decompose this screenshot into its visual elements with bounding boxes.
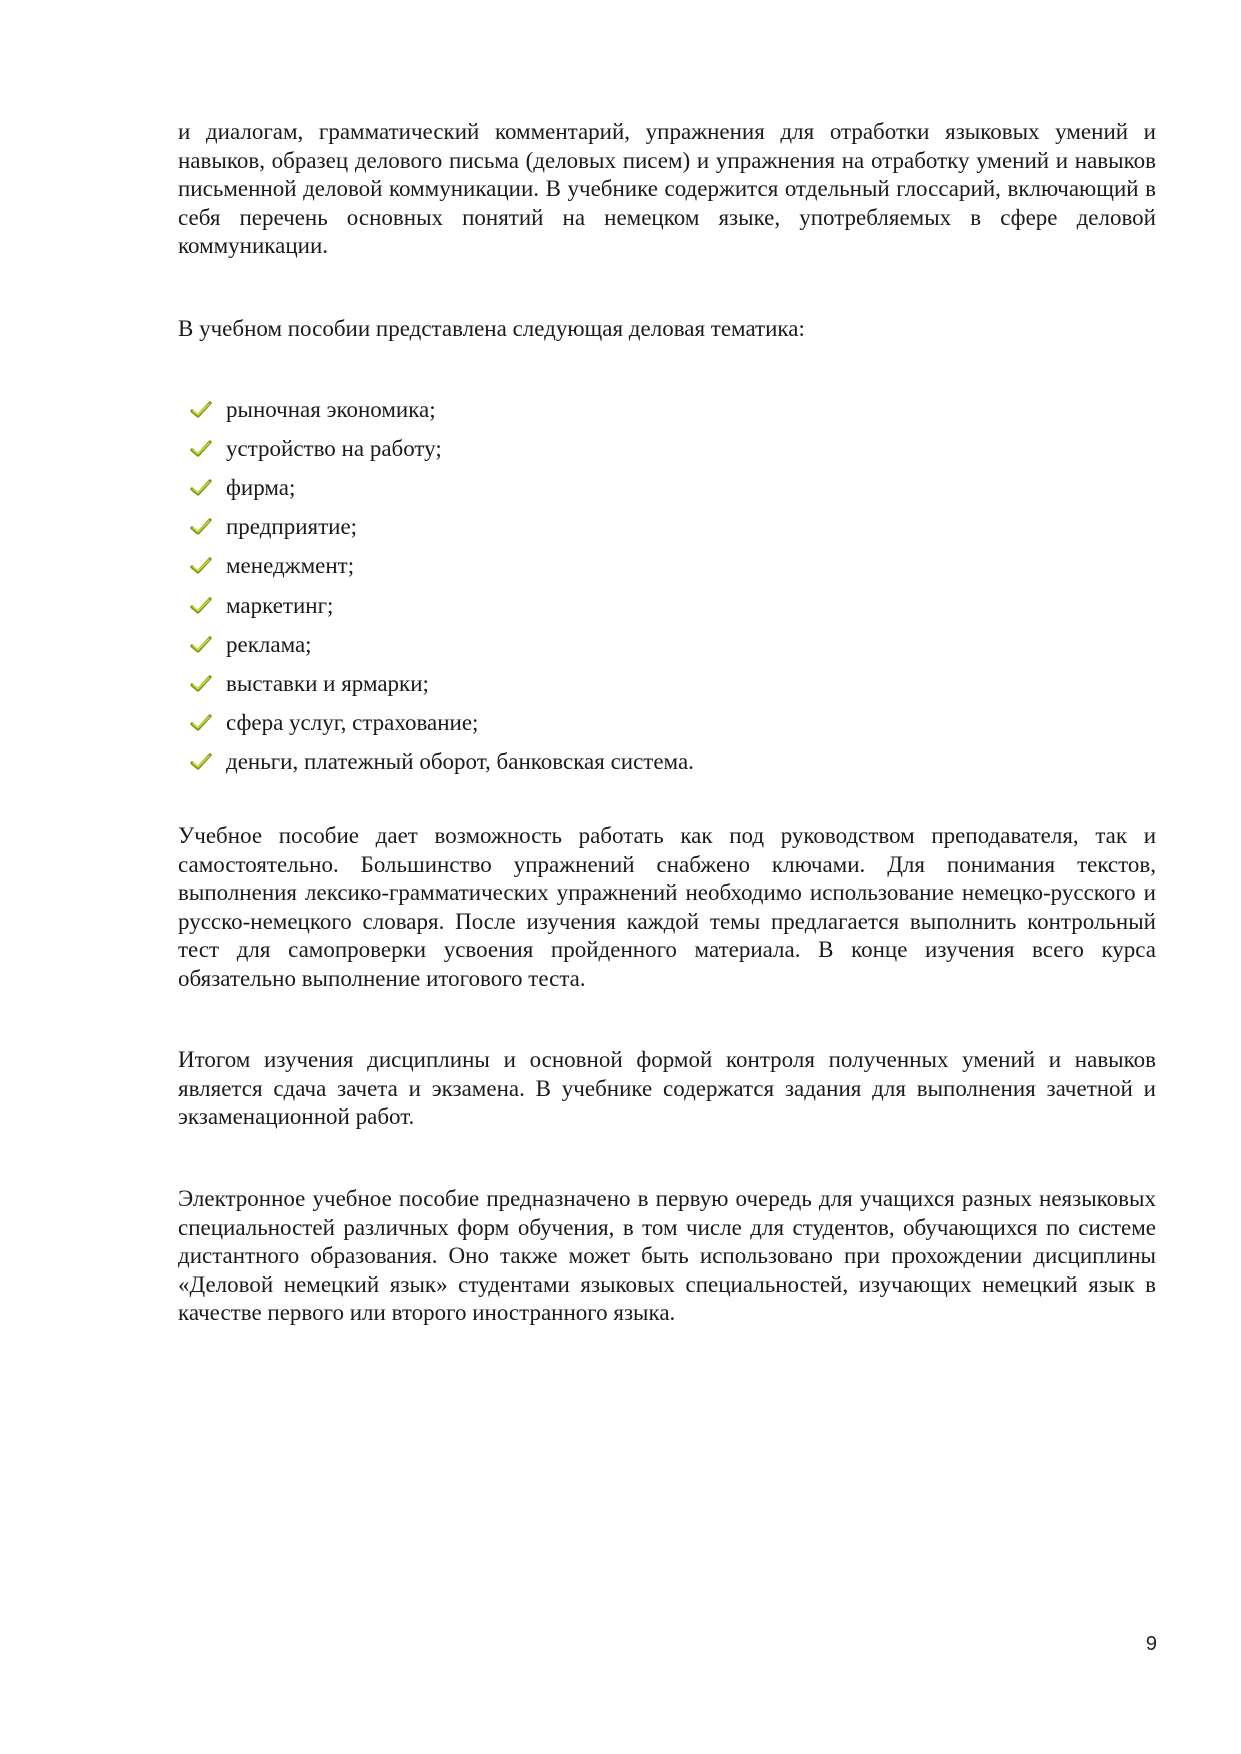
list-item (190, 547, 694, 586)
list-item-label: маркетинг; (226, 592, 334, 618)
list-item (190, 508, 694, 547)
list-item (190, 743, 694, 782)
paragraph-topics-heading: В учебном пособии представлена следующая деловая тематика: (178, 316, 805, 341)
topics-list (190, 390, 694, 782)
checkmark-icon (190, 478, 212, 498)
list-item-label: выставки и ярмарки; (226, 670, 429, 696)
list-item (190, 586, 694, 625)
page-number: 9 (1145, 1633, 1157, 1655)
list-item (190, 704, 694, 743)
checkmark-icon (190, 556, 212, 576)
list-item-label: сфера услуг, страхование; (226, 710, 479, 736)
list-item-label: менеджмент; (226, 553, 355, 579)
list-item (190, 429, 694, 468)
checkmark-icon (190, 713, 212, 733)
list-item-label: деньги, платежный оборот, банковская система. (226, 749, 694, 775)
paragraph-assessment: Итогом изучения дисциплины и основной формой контроля полученных умений и навыков является сдача зачета и экзамена. В учебнике содержатся задания для выполнения зачетной и экзаменационной работ. (178, 1047, 1156, 1130)
checkmark-icon (190, 596, 212, 616)
list-item-label: фирма; (226, 474, 296, 500)
list-item (190, 625, 694, 664)
list-item-label: рыночная экономика; (226, 396, 436, 422)
list-item-label: предприятие; (226, 514, 358, 540)
list-item (190, 390, 694, 429)
checkmark-icon (190, 752, 212, 772)
checkmark-icon (190, 517, 212, 537)
checkmark-icon (190, 674, 212, 694)
paragraph-study-mode: Учебное пособие дает возможность работать как под руководством преподавателя, так и самостоятельно. Большинство упражнений снабжено ключами. Для понимания текстов, выполнения лексико-грамматических упражнений необходимо использование немецко-русского и русско-немецкого словаря. После изучения каждой темы предлагается выполнить контрольный тест для самопроверки усвоения пройденного материала. В конце изучения всего курса обязательно выполнение итогового теста. (178, 823, 1156, 991)
paragraph-intro: и диалогам, грамматический комментарий, упражнения для отработки языковых умений и навыков, образец делового письма (деловых писем) и упражнения на отработку умений и навыков письменной деловой коммуникации. В учебнике содержится отдельный глоссарий, включающий в себя перечень основных понятий на немецком языке, употребляемых в сфере деловой коммуникации. (178, 119, 1156, 259)
list-item (190, 664, 694, 703)
checkmark-icon (190, 635, 212, 655)
checkmark-icon (190, 439, 212, 459)
list-item-label: реклама; (226, 631, 312, 657)
list-item (190, 468, 694, 507)
paragraph-audience: Электронное учебное пособие предназначено в первую очередь для учащихся разных неязыковых специальностей различных форм обучения, в том числе для студентов, обучающихся по системе дистантного образования. Оно также может быть использовано при прохождении дисциплины «Деловой немецкий язык» студентами языковых специальностей, изучающих немецкий язык в качестве первого или второго иностранного языка. (178, 1186, 1156, 1326)
list-item-label: устройство на работу; (226, 435, 442, 461)
checkmark-icon (190, 400, 212, 420)
